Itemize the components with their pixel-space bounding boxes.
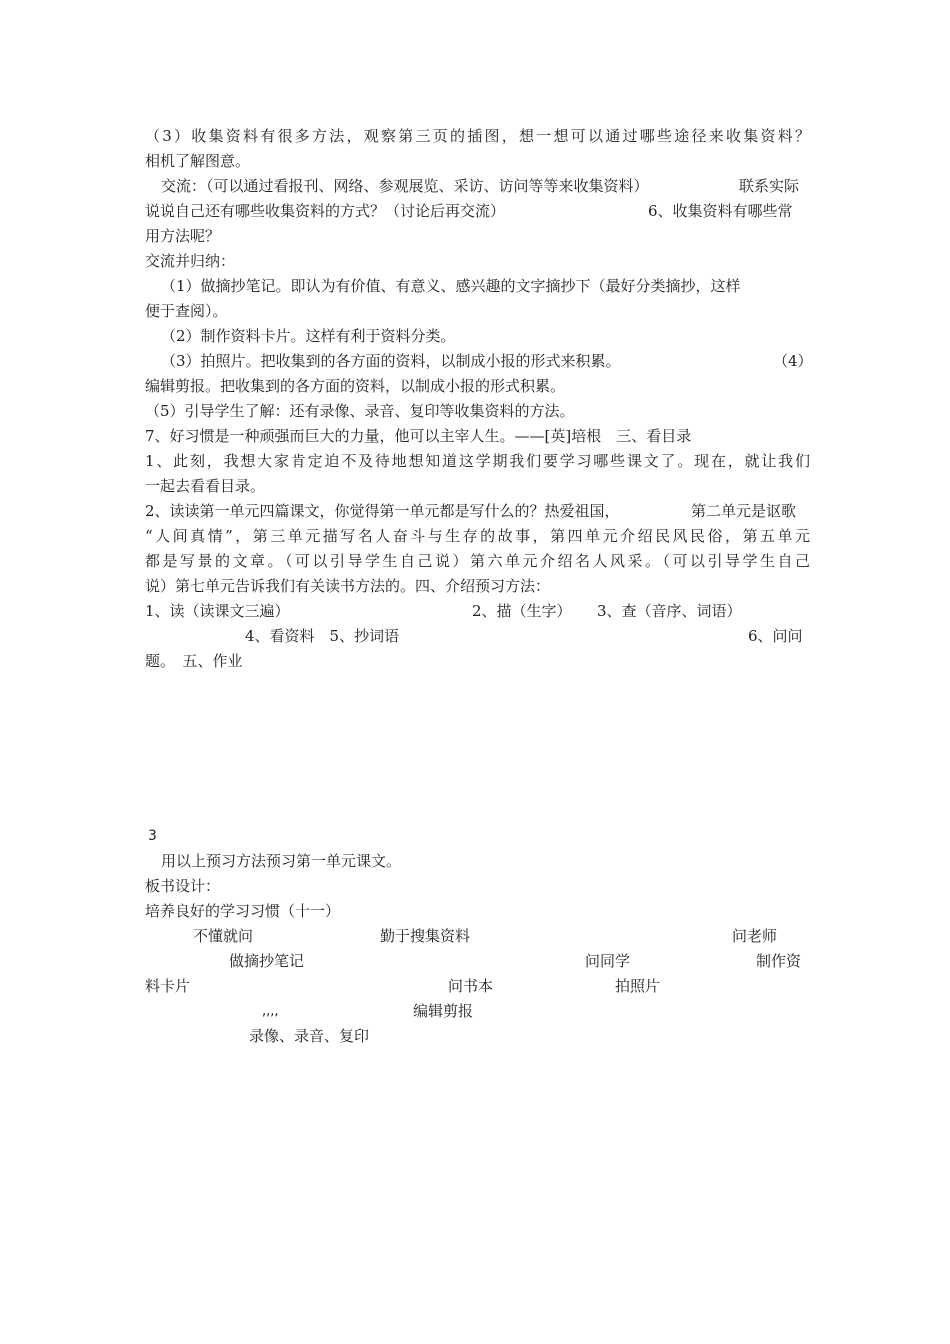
paragraph-line: 7、好习惯是一种顽强而巨大的力量，他可以主宰人生。——[英]培根 三、看目录 <box>145 427 692 445</box>
paragraph-line <box>145 924 810 949</box>
text-segment: 拍照片 <box>615 977 661 995</box>
board-title: 培养良好的学习习惯（十一） <box>145 902 341 920</box>
paragraph-line: 题。 五、作业 <box>145 652 243 670</box>
paragraph-line <box>145 1024 810 1049</box>
text-segment: 2、读读第一单元四篇课文，你觉得第一单元都是写什么的？热爱祖国， <box>145 502 620 520</box>
paragraph-line: 相机了解图意。 <box>145 152 251 170</box>
text-segment: 2、描（生字） <box>472 602 572 620</box>
text-segment: 交流：（可以通过看报刊、网络、参观展览、采访、访问等等来收集资料） <box>161 177 649 195</box>
text-segment: 问老师 <box>732 927 778 945</box>
paragraph-line: 用方法呢？ <box>145 227 221 245</box>
paragraph-line: （5）引导学生了解：还有录像、录音、复印等收集资料的方法。 <box>145 402 575 420</box>
text-segment: 1、读（读课文三遍） <box>145 602 290 620</box>
paragraph-line <box>145 349 813 374</box>
paragraph-line <box>145 999 810 1024</box>
text-segment: 不懂就问 <box>193 927 254 945</box>
paragraph-line <box>145 174 810 199</box>
paragraph-line <box>145 949 810 974</box>
text-segment: （2）制作资料卡片。这样有利于资料分类。 <box>161 327 456 345</box>
text-segment: 料卡片 <box>145 977 191 995</box>
text-segment: 4、看资料 5、抄词语 <box>245 627 400 645</box>
text-segment: 制作资 <box>756 952 802 970</box>
text-segment: 联系实际 <box>739 177 800 195</box>
text-segment: ,,,, <box>262 1004 279 1019</box>
paragraph-line <box>145 974 810 999</box>
text-segment: 第二单元是讴歌 <box>691 502 797 520</box>
page-number: 3 <box>148 828 157 844</box>
text-segment: 6、问问 <box>748 627 803 645</box>
paragraph-line <box>145 599 810 624</box>
text-segment: 问同学 <box>585 952 631 970</box>
paragraph-line: 交流并归纳： <box>145 252 236 270</box>
paragraph-line: （3）收集资料有很多方法，观察第三页的插图，想一想可以通过哪些途径来收集资料？ <box>145 127 810 145</box>
text-segment: 3、查（音序、词语） <box>597 602 742 620</box>
paragraph-line: 一起去看看目录。 <box>145 477 266 495</box>
text-segment: （1）做摘抄笔记。即认为有价值、有意义、感兴趣的文字摘抄下（最好分类摘抄，这样 <box>161 277 741 295</box>
paragraph-line <box>145 199 810 224</box>
paragraph-line <box>145 624 810 649</box>
text-segment: （3）拍照片。把收集到的各方面的资料，以制成小报的形式来积累。 <box>161 352 621 370</box>
text-segment: 勤于搜集资料 <box>380 927 471 945</box>
text-segment: 问书本 <box>448 977 494 995</box>
paragraph-line: 都是写景的文章。（可以引导学生自己说）第六单元介绍名人风采。（可以引导学生自己 <box>145 552 810 570</box>
paragraph-line <box>145 499 810 524</box>
paragraph-line <box>145 324 810 349</box>
text-segment: 做摘抄笔记 <box>229 952 305 970</box>
text-segment: 编辑剪报 <box>413 1002 474 1020</box>
paragraph-line: 说）第七单元告诉我们有关读书方法的。四、介绍预习方法： <box>145 577 551 595</box>
paragraph-line: 便于查阅）。 <box>145 302 228 320</box>
paragraph-line: “人间真情”，第三单元描写名人奋斗与生存的故事，第四单元介绍民风民俗，第五单元 <box>145 527 810 545</box>
text-segment: 6、收集资料有哪些常 <box>648 202 793 220</box>
text-segment: 用以上预习方法预习第一单元课文。 <box>161 852 402 870</box>
text-segment: 录像、录音、复印 <box>249 1027 370 1045</box>
text-segment: （4） <box>773 352 813 370</box>
paragraph-line: 编辑剪报。把收集到的各方面的资料，以制成小报的形式积累。 <box>145 377 566 395</box>
paragraph-line <box>145 849 810 874</box>
paragraph-line: 板书设计： <box>145 877 221 895</box>
paragraph-line <box>145 274 810 299</box>
text-segment: 说说自己还有哪些收集资料的方式？（讨论后再交流） <box>145 202 506 220</box>
paragraph-line: 1、此刻，我想大家肯定迫不及待地想知道这学期我们要学习哪些课文了。现在，就让我们 <box>145 452 810 470</box>
